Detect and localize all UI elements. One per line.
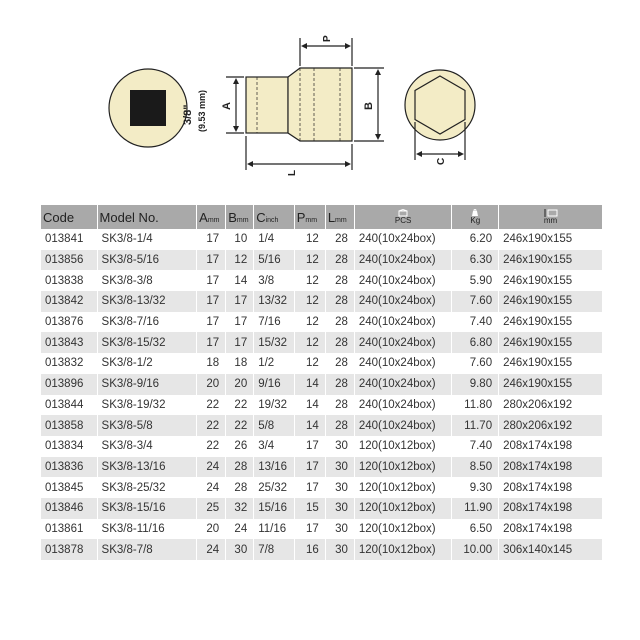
cell-a: 18 <box>197 353 226 374</box>
cell-a: 17 <box>197 312 226 333</box>
cell-a: 22 <box>197 436 226 457</box>
cell-pcs: 120(10x12box) <box>354 457 452 478</box>
drive-size-label: 3/8" <box>182 104 194 125</box>
cell-code: 013858 <box>41 415 97 436</box>
table-row <box>41 332 603 353</box>
cell-p: 17 <box>294 457 325 478</box>
cell-l: 30 <box>325 519 354 540</box>
col-header-a: Amm <box>197 205 226 229</box>
col-header-model: Model No. <box>97 205 197 229</box>
cell-b: 17 <box>226 312 254 333</box>
cell-b: 28 <box>226 477 254 498</box>
cell-l: 30 <box>325 436 354 457</box>
cell-c: 5/8 <box>254 415 294 436</box>
table-row <box>41 312 603 333</box>
cell-c: 3/8 <box>254 270 294 291</box>
cell-b: 10 <box>226 229 254 250</box>
cell-kg: 11.80 <box>452 395 499 416</box>
cell-kg: 9.80 <box>452 374 499 395</box>
cell-b: 20 <box>226 374 254 395</box>
cell-kg: 6.20 <box>452 229 499 250</box>
cell-p: 12 <box>294 229 325 250</box>
cell-kg: 7.60 <box>452 353 499 374</box>
cell-code: 013834 <box>41 436 97 457</box>
cell-code: 013896 <box>41 374 97 395</box>
cell-pcs: 120(10x12box) <box>354 498 452 519</box>
cell-carton-size: 246x190x155 <box>499 291 603 312</box>
cell-b: 17 <box>226 291 254 312</box>
cell-p: 12 <box>294 270 325 291</box>
table-row <box>41 519 603 540</box>
cell-model: SK3/8-1/2 <box>97 353 197 374</box>
col-header-l: Lmm <box>325 205 354 229</box>
cell-b: 32 <box>226 498 254 519</box>
cell-c: 1/4 <box>254 229 294 250</box>
cell-c: 15/32 <box>254 332 294 353</box>
cell-code: 013861 <box>41 519 97 540</box>
cell-b: 28 <box>226 457 254 478</box>
cell-b: 24 <box>226 519 254 540</box>
cell-carton-size: 208x174x198 <box>499 477 603 498</box>
cell-model: SK3/8-1/4 <box>97 229 197 250</box>
dimension-a-label: A <box>221 102 233 110</box>
cell-carton-size: 246x190x155 <box>499 250 603 271</box>
cell-kg: 9.30 <box>452 477 499 498</box>
cell-c: 25/32 <box>254 477 294 498</box>
cell-kg: 6.30 <box>452 250 499 271</box>
cell-l: 28 <box>325 353 354 374</box>
cell-code: 013838 <box>41 270 97 291</box>
cell-kg: 7.40 <box>452 312 499 333</box>
table-row <box>41 415 603 436</box>
cell-pcs: 240(10x24box) <box>354 250 452 271</box>
cell-kg: 8.50 <box>452 457 499 478</box>
cell-pcs: 240(10x24box) <box>354 312 452 333</box>
cell-b: 22 <box>226 395 254 416</box>
cell-model: SK3/8-13/32 <box>97 291 197 312</box>
cell-carton-size: 280x206x192 <box>499 415 603 436</box>
dimension-l-label: L <box>287 169 298 176</box>
cell-code: 013842 <box>41 291 97 312</box>
drive-mm-label: (9.53 mm) <box>197 89 207 132</box>
dimension-p-label: P <box>322 35 333 42</box>
cell-l: 28 <box>325 332 354 353</box>
cell-a: 24 <box>197 457 226 478</box>
cell-b: 22 <box>226 415 254 436</box>
cell-pcs: 120(10x12box) <box>354 477 452 498</box>
col-header-kg: Kg <box>452 205 499 229</box>
cell-model: SK3/8-3/8 <box>97 270 197 291</box>
table-row <box>41 457 603 478</box>
cell-code: 013845 <box>41 477 97 498</box>
cell-model: SK3/8-5/8 <box>97 415 197 436</box>
cell-carton-size: 280x206x192 <box>499 395 603 416</box>
table-row <box>41 229 603 250</box>
dimension-c-label: C <box>436 157 447 165</box>
cell-p: 14 <box>294 415 325 436</box>
cell-c: 9/16 <box>254 374 294 395</box>
cell-carton-size: 208x174x198 <box>499 498 603 519</box>
cell-carton-size: 208x174x198 <box>499 519 603 540</box>
cell-l: 28 <box>325 270 354 291</box>
cell-model: SK3/8-19/32 <box>97 395 197 416</box>
cell-model: SK3/8-5/16 <box>97 250 197 271</box>
cell-l: 30 <box>325 498 354 519</box>
cell-pcs: 240(10x24box) <box>354 374 452 395</box>
cell-carton-size: 208x174x198 <box>499 436 603 457</box>
cell-a: 20 <box>197 519 226 540</box>
cell-l: 28 <box>325 374 354 395</box>
cell-carton-size: 306x140x145 <box>499 539 603 560</box>
cell-kg: 11.90 <box>452 498 499 519</box>
cell-model: SK3/8-11/16 <box>97 519 197 540</box>
cell-pcs: 120(10x12box) <box>354 519 452 540</box>
cell-model: SK3/8-9/16 <box>97 374 197 395</box>
cell-code: 013878 <box>41 539 97 560</box>
cell-kg: 11.70 <box>452 415 499 436</box>
cell-l: 28 <box>325 312 354 333</box>
cell-l: 28 <box>325 415 354 436</box>
cell-a: 17 <box>197 250 226 271</box>
cell-b: 30 <box>226 539 254 560</box>
cell-p: 12 <box>294 312 325 333</box>
cell-pcs: 240(10x24box) <box>354 332 452 353</box>
cell-p: 15 <box>294 498 325 519</box>
cell-b: 17 <box>226 332 254 353</box>
table-row <box>41 250 603 271</box>
cell-code: 013846 <box>41 498 97 519</box>
socket-side-view <box>246 68 352 141</box>
spec-table <box>41 205 603 560</box>
cell-code: 013832 <box>41 353 97 374</box>
cell-code: 013836 <box>41 457 97 478</box>
cell-model: SK3/8-7/16 <box>97 312 197 333</box>
cell-l: 28 <box>325 291 354 312</box>
cell-kg: 7.60 <box>452 291 499 312</box>
cell-carton-size: 246x190x155 <box>499 229 603 250</box>
cell-pcs: 240(10x24box) <box>354 395 452 416</box>
cell-pcs: 240(10x24box) <box>354 229 452 250</box>
cell-a: 17 <box>197 332 226 353</box>
table-row <box>41 436 603 457</box>
cell-pcs: 120(10x12box) <box>354 436 452 457</box>
cell-a: 17 <box>197 291 226 312</box>
cell-kg: 7.40 <box>452 436 499 457</box>
cell-model: SK3/8-25/32 <box>97 477 197 498</box>
table-row <box>41 353 603 374</box>
dimension-b-label: B <box>363 102 375 110</box>
cell-pcs: 120(10x12box) <box>354 539 452 560</box>
table-row <box>41 374 603 395</box>
col-header-code: Code <box>41 205 97 229</box>
table-row <box>41 498 603 519</box>
cell-a: 22 <box>197 395 226 416</box>
square-drive-icon <box>130 90 166 126</box>
table-header-row <box>41 205 603 229</box>
cell-code: 013841 <box>41 229 97 250</box>
cell-p: 12 <box>294 353 325 374</box>
cell-kg: 10.00 <box>452 539 499 560</box>
cell-code: 013876 <box>41 312 97 333</box>
cell-pcs: 240(10x24box) <box>354 353 452 374</box>
cell-a: 22 <box>197 415 226 436</box>
table-row <box>41 291 603 312</box>
cell-c: 19/32 <box>254 395 294 416</box>
cell-b: 26 <box>226 436 254 457</box>
cell-code: 013844 <box>41 395 97 416</box>
cell-l: 30 <box>325 477 354 498</box>
cell-model: SK3/8-15/16 <box>97 498 197 519</box>
cell-c: 7/16 <box>254 312 294 333</box>
cell-p: 14 <box>294 374 325 395</box>
cell-a: 24 <box>197 539 226 560</box>
cell-kg: 6.50 <box>452 519 499 540</box>
table-row <box>41 395 603 416</box>
cell-carton-size: 246x190x155 <box>499 270 603 291</box>
cell-model: SK3/8-3/4 <box>97 436 197 457</box>
cell-p: 12 <box>294 291 325 312</box>
cell-carton-size: 208x174x198 <box>499 457 603 478</box>
cell-l: 28 <box>325 395 354 416</box>
col-header-b: Bmm <box>226 205 254 229</box>
cell-c: 1/2 <box>254 353 294 374</box>
col-header-c: Cinch <box>254 205 294 229</box>
table-row <box>41 477 603 498</box>
cell-model: SK3/8-13/16 <box>97 457 197 478</box>
cell-c: 5/16 <box>254 250 294 271</box>
cell-a: 17 <box>197 229 226 250</box>
cell-pcs: 240(10x24box) <box>354 291 452 312</box>
col-header-p: Pmm <box>294 205 325 229</box>
cell-b: 14 <box>226 270 254 291</box>
col-header-pcs: PCS <box>354 205 452 229</box>
cell-a: 24 <box>197 477 226 498</box>
col-header-dimensions: mm <box>499 205 603 229</box>
cell-model: SK3/8-7/8 <box>97 539 197 560</box>
cell-a: 25 <box>197 498 226 519</box>
cell-kg: 5.90 <box>452 270 499 291</box>
table-row <box>41 270 603 291</box>
cell-c: 11/16 <box>254 519 294 540</box>
cell-p: 16 <box>294 539 325 560</box>
cell-c: 13/16 <box>254 457 294 478</box>
cell-code: 013856 <box>41 250 97 271</box>
cell-code: 013843 <box>41 332 97 353</box>
cell-c: 15/16 <box>254 498 294 519</box>
cell-model: SK3/8-15/32 <box>97 332 197 353</box>
cell-l: 28 <box>325 250 354 271</box>
cell-c: 13/32 <box>254 291 294 312</box>
cell-p: 12 <box>294 250 325 271</box>
cell-pcs: 240(10x24box) <box>354 415 452 436</box>
cell-b: 18 <box>226 353 254 374</box>
cell-a: 17 <box>197 270 226 291</box>
cell-b: 12 <box>226 250 254 271</box>
cell-carton-size: 246x190x155 <box>499 353 603 374</box>
cell-p: 17 <box>294 436 325 457</box>
cell-pcs: 240(10x24box) <box>354 270 452 291</box>
cell-c: 3/4 <box>254 436 294 457</box>
cell-p: 14 <box>294 395 325 416</box>
cell-l: 28 <box>325 229 354 250</box>
cell-carton-size: 246x190x155 <box>499 374 603 395</box>
cell-l: 30 <box>325 457 354 478</box>
table-row <box>41 539 603 560</box>
cell-carton-size: 246x190x155 <box>499 332 603 353</box>
cell-p: 17 <box>294 519 325 540</box>
cell-c: 7/8 <box>254 539 294 560</box>
cell-kg: 6.80 <box>452 332 499 353</box>
socket-dimension-diagram <box>0 0 640 200</box>
cell-p: 17 <box>294 477 325 498</box>
cell-a: 20 <box>197 374 226 395</box>
cell-p: 12 <box>294 332 325 353</box>
cell-l: 30 <box>325 539 354 560</box>
cell-carton-size: 246x190x155 <box>499 312 603 333</box>
